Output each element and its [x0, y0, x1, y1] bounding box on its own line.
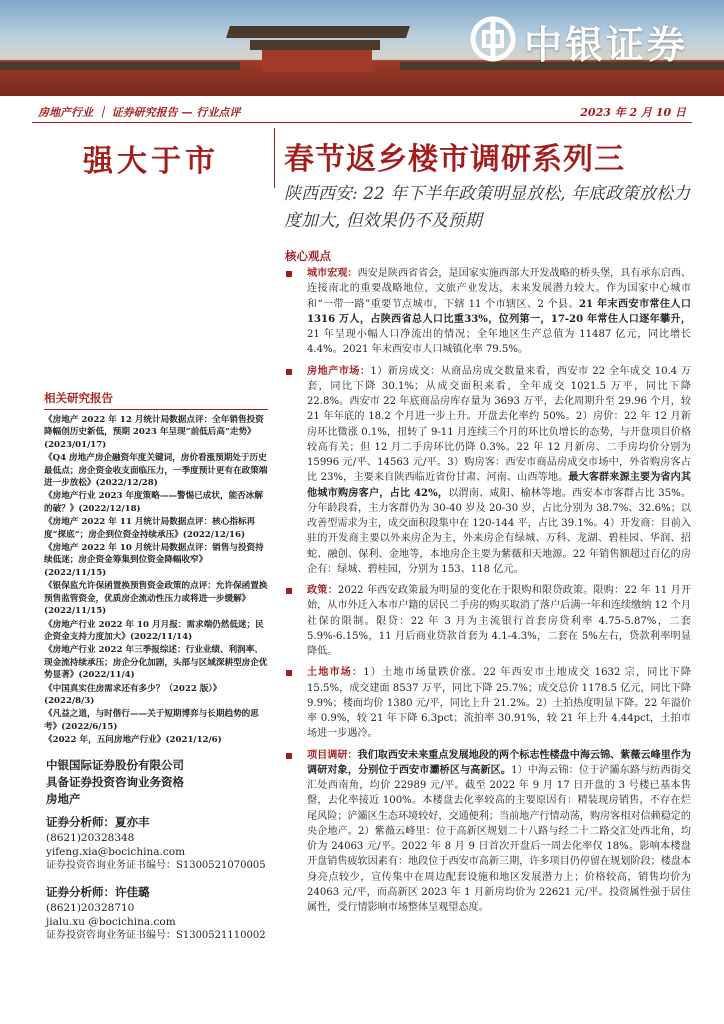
related-report-item: 《房地产行业 2022 年 10 月月报：需求端仍然低迷；民企资金支持力度加大》(2022/11/14): [44, 619, 264, 642]
related-reports: [44, 390, 268, 748]
related-report-item: 《Q4 房地产房企融资年度关键词，房价看涨预期处于历史最低点；房企资金收支面临压力，一季度预计更有在政策端进一步放松》(2022/12/28): [44, 453, 268, 489]
left-wall-roof: [0, 62, 240, 70]
analyst-cert: 证券投资咨询业务证书编号：S1300521070005: [46, 860, 266, 871]
related-report-item: 《中国真实住房需求还有多少？（2022 版）》(2022/8/3): [44, 683, 222, 706]
company-name: 中银国际证券股份有限公司: [46, 758, 184, 772]
report-category: 房地产行业 ｜ 证券研究报告 — 行业点评: [38, 106, 241, 119]
report-title: 春节返乡楼市调研系列三: [284, 142, 625, 177]
point-label: 城市宏观：: [307, 268, 358, 279]
palace-roof-lower: [250, 40, 380, 50]
boc-logo-icon: [470, 16, 516, 62]
company-info: [46, 757, 270, 808]
core-point: [285, 266, 691, 358]
point-label: 项目调研：: [307, 749, 358, 761]
analyst-name: 证券分析师：许佳璐: [46, 885, 150, 899]
core-point: [285, 665, 691, 741]
rating: 强大于市: [83, 144, 219, 179]
related-report-item: 《房地产行业 2022 年三季报综述：行业业绩、利润率、现金流持续承压；房企分化加剧，头部与区域深耕型房企优势显著》(2022/11/4): [44, 645, 268, 681]
point-label: 政策：: [307, 585, 338, 596]
analyst-phone: (8621)20328348: [46, 832, 135, 844]
analyst-card: [46, 885, 276, 943]
company-sector: 房地产: [46, 792, 81, 806]
point-text: 1）中海云锦：位于浐灞东路与纺西街交汇处西南角，均价 22989 元/平。截至 2022 年 9 月 17 日开盘的 3 号楼已基本售罄，去化率接近 100%。本楼盘去化率较高的主要原因有：精装现房销售，不存在烂尾风险；浐灞区生态环境较好，交通便利；当前地产行情动荡，购房客相对信赖稳定的央企地产。2）紫薇云峰里：位于高新区规划二十八路与经二十二路交汇处西北角，均价为 24063 元/平。2022 年 8 月 9 日首次开盘后一周去化率仅 18%。影响本楼盘开盘销售疲软因素有：地段位于西安市高新三期，许多项目仍停留在规划阶段；楼盘本身亮点较少，宣传集中在周边配套设施和地区发展潜力上；价格较高，销售均价为 24063 元/平，而高新区 2023 年 1 月新房均价为 22621 元/平。投资属性强于居住属性，受行情影响市场整体呈观望态度。: [307, 764, 692, 913]
analyst-email[interactable]: jialu.xu @bocichina.com: [46, 916, 176, 928]
point-highlight: 我们取西安未来重点发展地段的两个标志性楼盘中海云锦、紫薇云峰里作为调研对象，分别位于西安市灞桥区与高新区。: [307, 749, 692, 776]
point-text: 2022 年西安政策最为明显的变化在于限购和限贷政策。限购：22 年 11 月开始，从市外迁入本市户籍的居民二手房的购买取消了落户后满一年和连续缴纳 12 个月社保的限制。限贷：22 年 3 月为主流银行首套房贷利率 4.75-5.87%，二套 5.9%-6.15%，11 月后商业贷款首套为 4.1-4.3%，二套在 5%左右，贷款利率明显降低。: [307, 585, 691, 657]
point-text: 以渭南、咸阳、榆林等地。西安本市客群占比 35%。分年龄段看，主力客群仍为 30-40 岁及 20-30 岁，占比分别为 38.7%、32.6%；以改善型需求为主，成交面积段集中在 120-144 平，占比 39.1%。4）开发商：目前入驻的开发商主要以外来房企为主，外来房企有绿城、万科、龙湖、碧桂园、华润、招蛇、融创、保利、金地等，本地房企主要为紫薇和天地源。22 年销售额超过百亿的房企有：绿城、碧桂园，分别为 153、118 亿元。: [307, 487, 691, 575]
palace-hall: [262, 50, 372, 72]
point-text: 21 年呈现小幅人口净流出的情况；全年地区生产总值为 11487 亿元，同比增长 4.4%。2021 年末西安市人口城镇化率 79.5%。: [307, 329, 691, 356]
point-text: 西安是陕西省省会，是国家实施西部大开发战略的桥头堡，具有承东启西、连接南北的重要战略地位，文旅产业发达，未来发展潜力较大。作为国家中心城市和“一带一路”重要节点城市，下辖 11 个市辖区、2 个县。: [307, 268, 692, 310]
analyst-cert: 证券投资咨询业务证书编号：S1300521110002: [46, 930, 266, 941]
related-report-item: 《2022 年，五问房地产行业》(2021/12/6): [44, 735, 222, 746]
core-point: [285, 583, 691, 659]
title-divider: [274, 128, 275, 188]
related-report-item: 《房地产 2022 年 11 月统计局数据点评：核心指标再度“探底”；房企到位资金持续承压》(2022/12/16): [44, 517, 256, 540]
core-points: [285, 266, 691, 921]
palace-roof: [226, 26, 410, 38]
point-text: 1）土地市场量跌价涨。22 年西安市土地成交 1632 宗，同比下降 15.5%，成交建面 8537 万平，同比下降 25.7%；成交总价 1178.5 亿元，同比下降 9.9%；楼面均价 1380 元/平，同比上升 21.2%。2）土拍热度明显下降。22 年溢价率 0.9%，较 21 年下降 6.3pct；流拍率 30.91%，较 21 年上升 4.44pct，土拍市场进一步遇冷。: [307, 667, 692, 740]
related-report-item: 《银保监允许保函置换预售资金政策的点评：允许保函置换预售监管资金，优质房企流动性压力或将进一步缓解》(2022/11/15): [44, 581, 268, 617]
report-date: 2023 年 2 月 10 日: [580, 106, 686, 119]
brand: [470, 8, 724, 86]
company-qualification: 具备证券投资咨询业务资格: [46, 775, 184, 789]
related-reports-heading: 相关研究报告: [44, 390, 268, 410]
point-label: 土地市场：: [307, 667, 364, 679]
related-report-item: 《房地产 2022 年 10 月统计局数据点评：销售与投资持续低迷；房企资金筹集到位资金降幅收窄》(2022/11/15): [44, 543, 264, 578]
report-subtitle: 陕西西安: 22 年下半年政策明显放松, 年底政策放松力度加大, 但效果仍不及预期: [284, 184, 690, 231]
related-report-item: 《房地产 2022 年 12 月统计局数据点评：全年销售投资降幅创历史新低，预期 2023 年呈现“前低后高”走势》(2023/01/17): [44, 415, 264, 450]
analyst-email[interactable]: yifeng.xia@bocichina.com: [46, 846, 186, 858]
report-meta-bar: [32, 100, 692, 123]
brand-name: 中银证券: [524, 23, 689, 67]
analyst-phone: (8621)20328710: [46, 902, 135, 914]
header-banner: [0, 0, 724, 96]
point-highlight: 最大客群来源主要为省内其他城市购房客户，占比 42%，: [307, 472, 691, 499]
point-highlight: 21 年末西安市常住人口 1316 万人，占陕西省总人口比重33%，位列第一，17-20 年常住人口逐年攀升，: [307, 298, 691, 325]
related-report-item: 《凡益之道，与时偕行——关于短期博弈与长期趋势的思考》(2022/6/15): [44, 709, 259, 732]
core-point: [285, 748, 691, 916]
point-label: 房地产市场：: [307, 365, 371, 377]
analyst-name: 证券分析师：夏亦丰: [46, 815, 150, 829]
related-report-item: 《房地产行业 2023 年度策略——警惕已成状，能否冰解的破？》(2022/12/18): [44, 491, 263, 514]
core-point: [285, 364, 691, 578]
core-points-heading: 核心观点: [285, 249, 331, 263]
analyst-card: [46, 815, 276, 873]
point-text: 1）新房成交：从商品房成交数量来看，西安市 22 全年成交 10.4 万套，同比下降 30.1%；从成交面积来看，全年成交 1021.5 万平，同比下降 22.8%。西安市 22 年底商品房库存量为 3693 万平，去化周期升至 29.96 个月，较 21 年年底的 18.2 个月进一步上升。开盘去化率约 50%。2）房价：22 年 12 月新房环比微涨 0.1%，扭转了 9-11 月连续三个月的环比负增长的态势，与开盘项目价格较高有关；但 12 月二手房环比仍降 0.3%。22 年 12 月新房、二手房均价分别为 15996 元/平、14563 元/平。3）购房客：西安市商品房成交市场中，外省购房客占比 23%，主要来自陕西临近省份甘肃、河南、山西等地。: [307, 365, 692, 484]
